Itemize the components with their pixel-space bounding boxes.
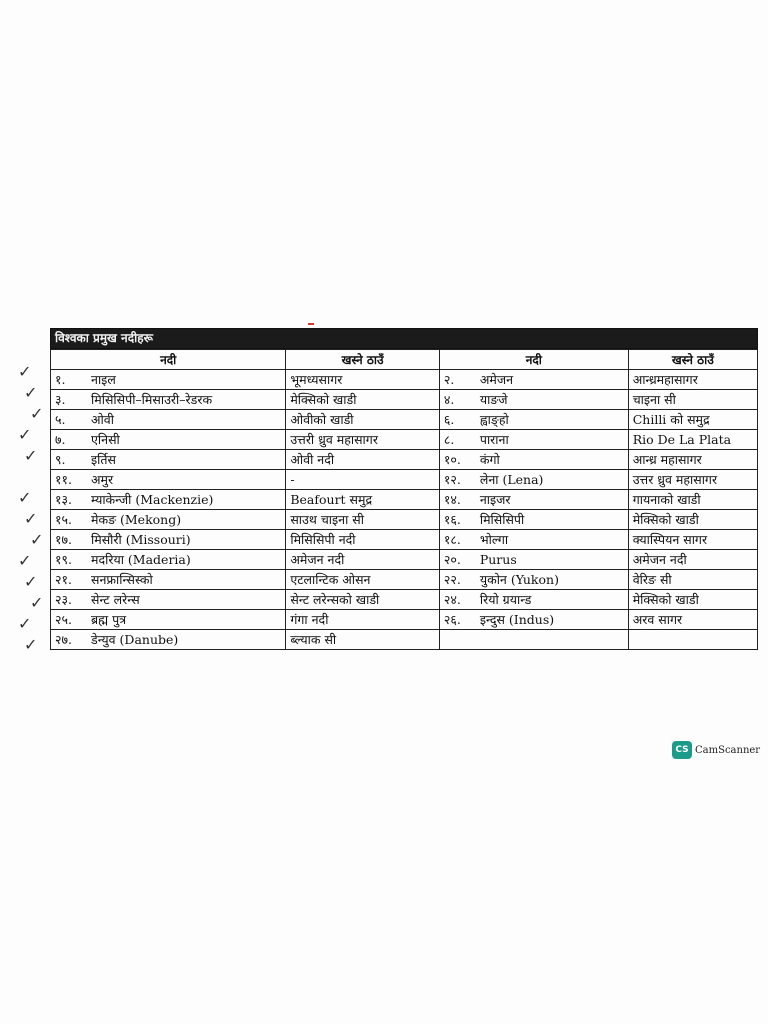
check-mark-icon: ✓: [18, 488, 32, 507]
river-mouth-right: उत्तर ध्रुव महासागर: [632, 472, 718, 487]
river-mouth-left: भूमध्यसागर: [290, 372, 343, 387]
table-cell: [286, 370, 440, 390]
table-cell: [51, 410, 286, 430]
row-number-right: १६.: [443, 512, 461, 527]
river-name-right: याङजे: [479, 392, 508, 407]
table-title: विश्वका प्रमुख नदीहरू: [50, 328, 758, 349]
river-name-right: Purus: [479, 552, 517, 567]
river-mouth-right: वेरिङ सी: [632, 572, 672, 587]
table-cell: [628, 490, 757, 510]
river-name-left: सनफ्रान्सिस्को: [91, 572, 153, 587]
river-mouth-left: सेन्ट लरेन्सको खाडी: [290, 592, 380, 607]
check-mark-icon: ✓: [24, 635, 38, 654]
table-cell: [439, 530, 628, 550]
river-mouth-right: मेक्सिको खाडी: [632, 592, 699, 607]
river-name-right: मिसिसिपी: [479, 512, 525, 527]
row-number-right: २०.: [443, 552, 461, 567]
header-mouth-right: खस्ने ठाउँ: [628, 350, 757, 370]
table-cell: [439, 610, 628, 630]
river-mouth-left: गंगा नदी: [290, 612, 329, 627]
table-cell: [51, 510, 286, 530]
red-ink-mark: [308, 323, 314, 325]
check-mark-icon: ✓: [18, 551, 32, 570]
rivers-table: [50, 349, 758, 650]
table-cell: [51, 550, 286, 570]
river-name-left: एनिसी: [91, 432, 120, 447]
rivers-table-container: [50, 328, 758, 650]
river-name-right: कंगो: [479, 452, 500, 467]
table-cell: [628, 470, 757, 490]
table-cell: [51, 630, 286, 650]
river-name-right: लेना (Lena): [479, 472, 544, 487]
check-mark-icon: ✓: [30, 530, 44, 549]
check-mark-icon: ✓: [30, 404, 44, 423]
row-number-right: १४.: [443, 492, 461, 507]
row-number-left: ३.: [55, 392, 66, 407]
row-number-right: १२.: [443, 472, 461, 487]
table-cell: [628, 370, 757, 390]
river-mouth-left: ओवीको खाडी: [290, 412, 354, 427]
river-name-left: म्याकेन्जी (Mackenzie): [91, 492, 214, 507]
table-cell: [286, 450, 440, 470]
river-name-left: नाइल: [91, 372, 116, 387]
row-number-left: २७.: [55, 632, 72, 647]
row-number-left: १७.: [55, 532, 72, 547]
table-cell: [628, 430, 757, 450]
table-cell: [439, 390, 628, 410]
row-number-left: २१.: [55, 572, 72, 587]
river-mouth-right: अमेजन नदी: [632, 552, 687, 567]
table-cell: [286, 470, 440, 490]
table-cell: [439, 550, 628, 570]
table-row: [51, 530, 758, 550]
river-mouth-left: ओवी नदी: [290, 452, 335, 467]
table-row: [51, 510, 758, 530]
header-river-left: नदी: [51, 350, 286, 370]
row-number-left: ५.: [55, 412, 66, 427]
table-cell: [628, 630, 757, 650]
row-number-left: ९.: [55, 452, 66, 467]
camscanner-logo-text: CamScanner: [695, 744, 761, 756]
table-cell: [628, 390, 757, 410]
row-number-right: २.: [443, 372, 455, 387]
check-mark-icon: ✓: [18, 425, 32, 444]
river-name-right: भोल्गा: [479, 532, 509, 547]
table-cell: [286, 430, 440, 450]
check-mark-icon: ✓: [18, 362, 32, 381]
river-mouth-left: -: [290, 472, 295, 487]
table-row: [51, 610, 758, 630]
check-mark-icon: ✓: [30, 593, 44, 612]
river-mouth-right: Rio De La Plata: [632, 432, 732, 447]
check-mark-icon: ✓: [18, 614, 32, 633]
river-mouth-left: मिसिसिपी नदी: [290, 532, 356, 547]
river-mouth-left: साउथ चाइना सी: [290, 512, 364, 527]
river-mouth-right: आन्ध्रमहासागर: [632, 372, 698, 387]
table-cell: [628, 530, 757, 550]
table-row: [51, 390, 758, 410]
table-cell: [439, 450, 628, 470]
table-cell: [51, 530, 286, 550]
table-cell: [51, 490, 286, 510]
row-number-right: ८.: [443, 432, 455, 447]
check-mark-icon: ✓: [24, 383, 38, 402]
row-number-left: १.: [55, 372, 66, 387]
row-number-left: १५.: [55, 512, 72, 527]
table-cell: [628, 610, 757, 630]
table-cell: [51, 570, 286, 590]
table-cell: [286, 410, 440, 430]
river-mouth-right: अरव सागर: [632, 612, 683, 627]
river-name-right: पाराना: [479, 432, 509, 447]
river-name-left: ओवी: [91, 412, 114, 427]
row-number-right: २६.: [443, 612, 461, 627]
table-cell: [628, 550, 757, 570]
river-mouth-right: गायनाको खाडी: [632, 492, 701, 507]
row-number-left: १९.: [55, 552, 72, 567]
river-name-right: रियो ग्रयान्ड: [479, 592, 532, 607]
river-name-right: इन्दुस (Indus): [479, 612, 555, 627]
table-row: [51, 550, 758, 570]
river-mouth-right: आन्ध्र महासागर: [632, 452, 702, 467]
table-cell: [628, 570, 757, 590]
table-cell: [51, 430, 286, 450]
table-cell: [286, 530, 440, 550]
row-number-left: ७.: [55, 432, 66, 447]
river-mouth-right: Chilli को समुद्र: [632, 412, 710, 427]
river-name-left: मिसौरी (Missouri): [91, 532, 191, 547]
river-mouth-left: अमेजन नदी: [290, 552, 345, 567]
table-cell: [286, 550, 440, 570]
table-cell: [628, 450, 757, 470]
table-cell: [439, 630, 628, 650]
table-cell: [439, 470, 628, 490]
table-cell: [628, 510, 757, 530]
row-number-right: ६.: [443, 412, 455, 427]
check-mark-icon: ✓: [24, 446, 38, 465]
river-name-left: डेन्युव (Danube): [91, 632, 179, 647]
river-mouth-right: चाइना सी: [632, 392, 676, 407]
camscanner-watermark: [672, 741, 760, 759]
check-mark-icon: ✓: [24, 572, 38, 591]
river-name-left: अमुर: [91, 472, 114, 487]
river-mouth-left: उत्तरी ध्रुव महासागर: [290, 432, 378, 447]
check-mark-icon: ✓: [24, 509, 38, 528]
row-number-right: २२.: [443, 572, 461, 587]
river-name-left: सेन्ट लरेन्स: [91, 592, 140, 607]
table-header-row: [51, 350, 758, 370]
table-row: [51, 430, 758, 450]
table-row: [51, 370, 758, 390]
row-number-right: १८.: [443, 532, 461, 547]
table-cell: [439, 570, 628, 590]
table-cell: [51, 470, 286, 490]
river-name-right: नाइजर: [479, 492, 511, 507]
table-cell: [439, 370, 628, 390]
table-cell: [286, 510, 440, 530]
river-name-right: अमेजन: [479, 372, 514, 387]
table-row: [51, 590, 758, 610]
table-cell: [439, 490, 628, 510]
table-cell: [286, 590, 440, 610]
river-name-left: इर्तिस: [91, 452, 116, 467]
river-name-left: मिसिसिपी–मिसाउरी–रेडरक: [91, 392, 213, 407]
row-number-left: २३.: [55, 592, 72, 607]
river-name-right: युकोन (Yukon): [479, 572, 559, 587]
table-cell: [286, 610, 440, 630]
row-number-right: २४.: [443, 592, 461, 607]
river-mouth-left: मेक्सिको खाडी: [290, 392, 357, 407]
camscanner-logo-icon: CS: [672, 741, 692, 759]
table-cell: [286, 490, 440, 510]
table-body: [51, 370, 758, 650]
table-cell: [439, 590, 628, 610]
river-name-left: मदरिया (Maderia): [91, 552, 191, 567]
table-cell: [286, 630, 440, 650]
table-cell: [51, 590, 286, 610]
table-row: [51, 630, 758, 650]
header-river-right: नदी: [439, 350, 628, 370]
river-mouth-left: ब्ल्याक सी: [290, 632, 337, 647]
river-name-left: ब्रह्म पुत्र: [91, 612, 127, 627]
table-cell: [628, 590, 757, 610]
row-number-right: १०.: [443, 452, 461, 467]
river-mouth-left: एटलान्टिक ओसन: [290, 572, 371, 587]
table-cell: [286, 390, 440, 410]
table-cell: [439, 510, 628, 530]
table-row: [51, 450, 758, 470]
river-mouth-right: क्यास्पियन सागर: [632, 532, 708, 547]
table-cell: [628, 410, 757, 430]
table-cell: [286, 570, 440, 590]
table-row: [51, 410, 758, 430]
river-name-right: ह्वाङ्हो: [479, 412, 509, 427]
header-mouth-left: खस्ने ठाउँ: [286, 350, 440, 370]
row-number-right: ४.: [443, 392, 455, 407]
table-row: [51, 490, 758, 510]
row-number-left: ११.: [55, 472, 72, 487]
table-cell: [51, 370, 286, 390]
river-name-left: मेकङ (Mekong): [91, 512, 182, 527]
table-cell: [51, 450, 286, 470]
river-mouth-right: मेक्सिको खाडी: [632, 512, 699, 527]
table-row: [51, 470, 758, 490]
row-number-left: १३.: [55, 492, 72, 507]
river-mouth-left: Beafourt समुद्र: [290, 492, 373, 507]
table-cell: [439, 430, 628, 450]
table-cell: [439, 410, 628, 430]
table-row: [51, 570, 758, 590]
table-cell: [51, 610, 286, 630]
table-cell: [51, 390, 286, 410]
row-number-left: २५.: [55, 612, 72, 627]
